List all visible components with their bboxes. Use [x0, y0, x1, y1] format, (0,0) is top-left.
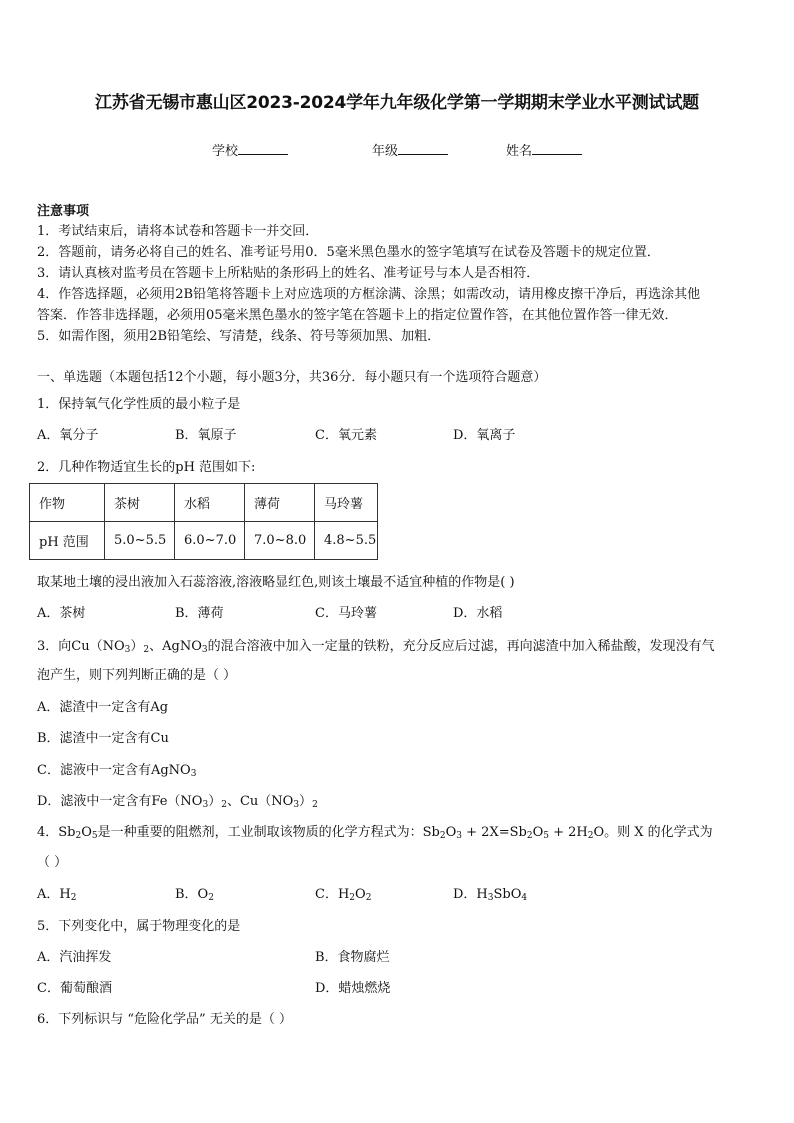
- notice-item: 1．考试结束后，请将本试卷和答题卡一并交回．: [37, 224, 319, 239]
- table-cell: 5.0~5.5: [105, 522, 175, 560]
- q3-option-d[interactable]: D．滤液中一定含有$Fe(NO_3)_2$、$Cu(NO_3)_2$: [37, 794, 318, 810]
- q3-option-c[interactable]: C．滤液中一定含有AgNO$_3$: [37, 763, 197, 779]
- table-cell: 作物: [30, 484, 105, 522]
- table-cell: 薄荷: [245, 484, 315, 522]
- q4-option-b[interactable]: B．$O_2$: [175, 887, 214, 903]
- table-cell: 6.0~7.0: [175, 522, 245, 560]
- table-header-row: [30, 484, 378, 522]
- table-cell: 4.8~5.5: [315, 522, 378, 560]
- q5-option-d[interactable]: D．蜡烛燃烧: [315, 981, 391, 996]
- notice-item: 2．答题前，请务必将自己的姓名、准考证号用0．5毫米黑色墨水的签字笔填写在试卷及答题卡的规定位置．: [37, 245, 660, 260]
- q2-option-c[interactable]: C．马玲薯: [315, 606, 377, 621]
- q5-option-b[interactable]: B．食物腐烂: [315, 950, 390, 965]
- grade-field[interactable]: [372, 140, 448, 159]
- q4-option-d[interactable]: D．$H_3SbO_4$: [453, 887, 528, 903]
- q4-option-c[interactable]: C．$H_2O_2$: [315, 887, 372, 903]
- name-label: 姓名: [506, 144, 533, 159]
- notice-item: 4．作答选择题，必须用2B铅笔将答题卡上对应选项的方框涂满、涂黑；如需改动，请用橡皮擦干净后，再选涂其他: [37, 287, 701, 302]
- school-blank[interactable]: [238, 142, 288, 155]
- student-info-row: [0, 140, 794, 160]
- exam-title: 江苏省无锡市惠山区2023-2024学年九年级化学第一学期期末学业水平测试试题: [95, 93, 699, 113]
- q2-option-b[interactable]: B．薄荷: [175, 606, 224, 621]
- table-row: [30, 522, 378, 560]
- q1-option-d[interactable]: D．氧离子: [453, 428, 516, 443]
- table-cell: 马玲薯: [315, 484, 378, 522]
- notice-item: 3．请认真核对监考员在答题卡上所粘贴的条形码上的姓名、准考证号与本人是否相符．: [37, 266, 540, 281]
- q1-option-a[interactable]: A．氧分子: [37, 428, 99, 443]
- grade-blank[interactable]: [398, 142, 448, 155]
- q1-option-c[interactable]: C．氧元素: [315, 428, 377, 443]
- grade-label: 年级: [372, 144, 399, 159]
- q3-option-a[interactable]: A．滤渣中一定含有Ag: [37, 700, 169, 715]
- notice-heading: 注意事项: [37, 204, 90, 219]
- q5-option-a[interactable]: A．汽油挥发: [37, 950, 112, 965]
- q2-option-a[interactable]: A．茶树: [37, 606, 86, 621]
- q1-option-b[interactable]: B．氧原子: [175, 428, 237, 443]
- q5-option-c[interactable]: C．葡萄酿酒: [37, 981, 112, 996]
- question-6-stem: 6．下列标识与 “危险化学品” 无关的是（ ）: [37, 1012, 292, 1027]
- question-1-stem: 1．保持氧气化学性质的最小粒子是: [37, 397, 241, 412]
- q3-option-b[interactable]: B．滤渣中一定含有Cu: [37, 731, 169, 746]
- ph-range-table: [29, 483, 378, 560]
- question-4-stem: 4．$Sb_2O_5$是一种重要的阻燃剂，工业制取该物质的化学方程式为：$Sb_2O_3 + 2X=Sb_2O_5 + 2H_2O$。则 X 的化学式为: [37, 825, 713, 841]
- table-cell: 7.0~8.0: [245, 522, 315, 560]
- question-3-stem: 3．向$Cu(NO_3)_2$、AgNO$_3$的混合溶液中加入一定量的铁粉，充分反应后过滤，再向滤渣中加入稀盐酸，发现没有气: [37, 639, 715, 655]
- question-2-stem: 2．几种作物适宜生长的pH 范围如下:: [37, 460, 256, 475]
- school-field[interactable]: [212, 140, 288, 159]
- table-cell: 茶树: [105, 484, 175, 522]
- notice-item: 答案．作答非选择题，必须用05毫米黑色墨水的签字笔在答题卡上的指定位置作答，在其他位置作答一律无效．: [37, 308, 678, 323]
- question-3-stem-cont: 泡产生，则下列判断正确的是（ ）: [37, 668, 237, 683]
- q4-option-a[interactable]: A．$H_2$: [37, 887, 77, 903]
- notice-item: 5．如需作图，须用2B铅笔绘、写清楚，线条、符号等须加黑、加粗．: [37, 329, 441, 344]
- table-cell: pH 范围: [30, 522, 105, 560]
- q2-option-d[interactable]: D．水稻: [453, 606, 503, 621]
- question-4-stem-cont: （ ）: [37, 855, 68, 870]
- name-blank[interactable]: [532, 142, 582, 155]
- school-label: 学校: [212, 144, 239, 159]
- question-2-text: 取某地土壤的浸出液加入石蕊溶液,溶液略显红色,则该土壤最不适宜种植的作物是( ): [37, 575, 515, 590]
- section-heading: 一、单选题（本题包括12个小题，每小题3分，共36分．每小题只有一个选项符合题意）: [37, 370, 547, 385]
- question-5-stem: 5．下列变化中，属于物理变化的是: [37, 919, 241, 934]
- table-cell: 水稻: [175, 484, 245, 522]
- name-field[interactable]: [506, 140, 582, 159]
